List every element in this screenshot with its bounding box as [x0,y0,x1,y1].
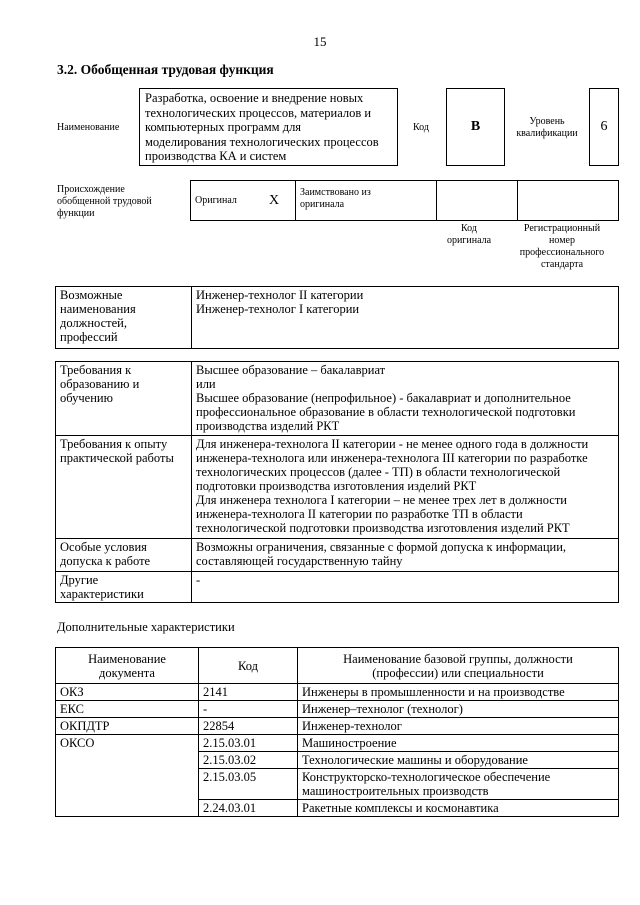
req-value-line: подготовки производства изготовления изделий РКТ [196,479,477,493]
code-original-cell [437,181,518,221]
other-label [56,572,192,603]
positions-label-line: Возможные [60,288,123,302]
level-label [505,116,589,140]
code-value-box [446,88,505,166]
row-code: 2141 [199,684,298,701]
reg-number-caption [505,223,619,271]
row-doc: ОКПДТР [56,718,199,735]
function-name-box [139,88,398,166]
reg-number-line: стандарта [540,259,584,270]
header-name-line: Наименование базовой группы, должности [343,651,573,666]
origin-label [57,184,152,220]
borrowed-label-line: оригинала [300,199,345,210]
education-value [192,362,619,436]
header-code: Код [199,648,298,684]
experience-label [56,436,192,539]
row-name: Ракетные комплексы и космонавтика [298,800,619,817]
row-code: 2.15.03.02 [199,752,298,769]
requirements-table [55,361,619,603]
level-label-line: квалификации [516,128,578,139]
row-code: 2.24.03.01 [199,800,298,817]
req-value-line: Для инженера-технолога II категории - не менее одного года в должности [196,437,589,451]
req-value-line: - [196,573,201,587]
req-value-line: Возможны ограничения, связанные с формой допуска к информации, [196,540,567,554]
special-conditions-value [192,539,619,572]
original-mark: X [253,181,296,221]
function-name-line: производства КА и систем [145,149,287,163]
row-code: 2.15.03.01 [199,735,298,752]
row-code: 2.15.03.05 [199,769,298,800]
positions-label-line: должностей, [60,316,127,330]
positions-label [56,287,192,349]
req-label-line: обучению [60,391,113,405]
original-label: Оригинал [191,181,254,221]
function-name-line: Разработка, освоение и внедрение новых [145,91,364,105]
row-code: 22854 [199,718,298,735]
req-value-line: инженера-технолога II категории по разработке ТП в области [196,507,523,521]
req-label-line: Требования к опыту [60,437,168,451]
row-name: Инженер–технолог (технолог) [298,701,619,718]
req-label-line: характеристики [60,587,144,601]
positions-values [192,287,619,349]
req-value-line: технологических процессов (далее - ТП) в области технологической [196,465,561,479]
additional-title: Дополнительные характеристики [57,620,235,634]
level-label-line: Уровень [529,116,565,127]
origin-label-line: обобщенной трудовой [57,196,152,207]
code-label: Код [413,122,429,133]
row-name: Машиностроение [298,735,619,752]
function-name-line: компьютерных программ для [145,120,302,134]
position-name: Инженер-технолог II категории [196,288,364,302]
req-label-line: Требования к [60,363,132,377]
table-row [56,735,619,752]
section-title: 3.2. Обобщенная трудовая функция [57,62,274,77]
origin-label-line: Происхождение [57,184,125,195]
origin-table [190,180,619,221]
req-label-line: образованию и [60,377,140,391]
special-conditions-label [56,539,192,572]
positions-label-line: профессий [60,330,118,344]
reg-number-line: Регистрационный [523,223,601,234]
borrowed-label [296,181,437,221]
req-value-line: технологической подготовки производства изготовления изделий РКТ [196,521,570,535]
reg-number-line: номер [549,235,575,246]
reg-number-line: профессионального [519,247,605,258]
req-label-line: практической работы [60,451,174,465]
req-value-line: профессиональное образование в области технологической подготовки [196,405,576,419]
header-name [298,648,619,684]
req-value-line: Высшее образование – бакалавриат [196,363,386,377]
req-value-line: производства изделий РКТ [196,419,340,433]
code-value: В [470,119,481,134]
req-value-line: Высшее образование (непрофильное) - бакалавриат и дополнительное [196,391,571,405]
function-name-line: моделирования технологических процессов [145,134,379,149]
origin-label-line: функции [57,208,95,219]
reg-number-cell [518,181,619,221]
req-value-line: Для инженера технолога I категории – не менее трех лет в должности [196,493,567,507]
row-code: - [199,701,298,718]
row-name: Инженеры в промышленности и на производстве [298,684,619,701]
header-doc [56,648,199,684]
borrowed-label-line: Заимствовано из [300,187,371,198]
page-number: 15 [313,34,327,49]
row-name-line: машиностроительных производств [302,784,489,798]
table-row [56,718,619,735]
positions-label-line: наименования [60,302,136,316]
position-name: Инженер-технолог I категории [196,302,360,316]
code-original-line: оригинала [446,235,492,246]
experience-value [192,436,619,539]
header-doc-line: Наименование [88,651,166,666]
req-label-line: Особые условия [60,540,147,554]
req-value-line: составляющей государственную тайну [196,554,403,568]
code-original-caption [433,223,505,247]
positions-table [55,286,619,349]
education-label [56,362,192,436]
req-label-line: допуска к работе [60,554,151,568]
header-name-line: (профессии) или специальности [372,665,544,680]
req-value-line: или [196,377,216,391]
row-name: Технологические машины и оборудование [298,752,619,769]
row-doc: ОКЗ [56,684,199,701]
row-doc: ОКСО [56,735,199,817]
header-doc-line: документа [99,665,155,680]
level-value-box [589,88,619,166]
level-value: 6 [600,119,608,134]
row-name: Инженер-технолог [298,718,619,735]
table-row [56,701,619,718]
row-name-line: Конструкторско-технологическое обеспечение [302,770,551,784]
name-label: Наименование [57,122,120,133]
other-value [192,572,619,603]
additional-table [55,647,619,817]
code-original-line: Код [461,223,477,234]
row-name [298,769,619,800]
function-name-line: технологических процессов, материалов и [145,105,372,120]
req-value-line: инженера-технолога или инженера-технолога III категории по разработке [196,451,588,465]
table-row [56,684,619,701]
row-doc: ЕКС [56,701,199,718]
req-label-line: Другие [60,573,99,587]
